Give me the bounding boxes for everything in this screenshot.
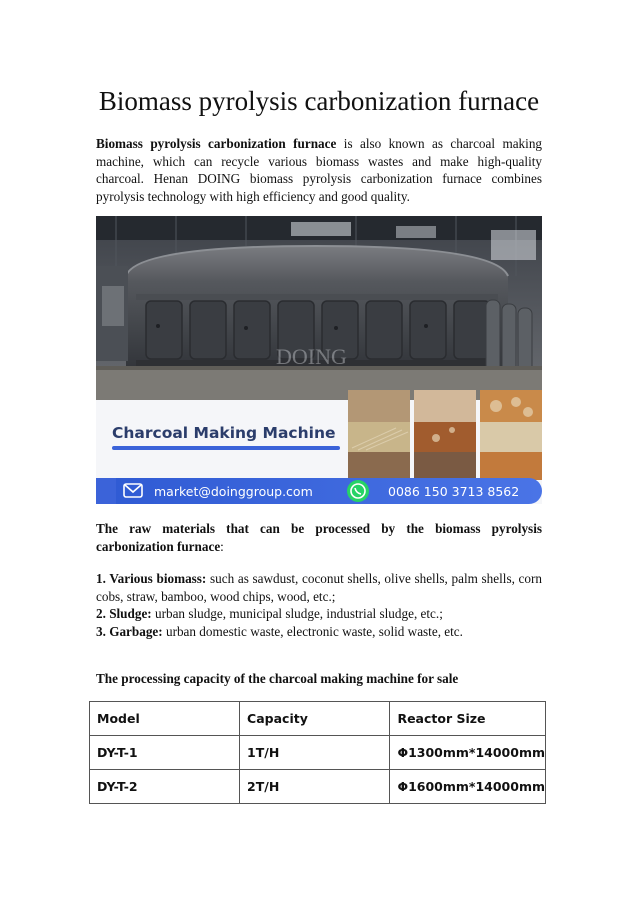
intro-paragraph (96, 135, 542, 205)
raw-materials-heading-bold: The raw materials that can be processed by the biomass pyrolysis carbonization furnace (96, 521, 542, 554)
table-header-cell: Capacity (240, 702, 390, 736)
banner-email: market@doinggroup.com (154, 484, 313, 499)
banner-phone: 0086 150 3713 8562 (388, 484, 520, 499)
table-header-cell: Reactor Size (390, 702, 546, 736)
table-cell: Φ1300mm*14000mm (390, 736, 546, 770)
table-header-cell: Model (90, 702, 240, 736)
list-item-text: urban sludge, municipal sludge, industrial sludge, etc.; (151, 606, 443, 621)
table-cell: DY-T-2 (90, 770, 240, 804)
list-item-label: 3. Garbage: (96, 623, 163, 639)
raw-materials-heading-rest: : (220, 538, 224, 554)
capacity-table (89, 701, 546, 804)
page-title: Biomass pyrolysis carbonization furnace (98, 86, 540, 116)
list-item (96, 605, 542, 623)
list-item-text: urban domestic waste, electronic waste, solid waste, etc. (162, 623, 463, 639)
product-banner-image (96, 216, 542, 504)
list-item-label: 1. Various biomass: (96, 571, 207, 586)
materials-list (96, 570, 542, 640)
list-item-label: 2. Sludge: (96, 606, 152, 621)
table-cell: Φ1600mm*14000mm (390, 770, 546, 804)
table-row (90, 770, 546, 804)
table-cell: 2T/H (240, 770, 390, 804)
banner-graphic (96, 216, 542, 504)
whatsapp-icon (347, 480, 369, 502)
list-item-text: such as sawdust, coconut shells, olive shells, palm shells, corn cobs, straw, bamboo, wood chips, wood, etc.; (96, 571, 542, 604)
intro-bold: Biomass pyrolysis carbonization furnace (96, 136, 337, 151)
table-cell: DY-T-1 (90, 736, 240, 770)
banner-caption: Charcoal Making Machine (112, 424, 336, 442)
raw-materials-heading (96, 520, 542, 555)
table-header-row (90, 702, 546, 736)
list-item (96, 570, 542, 605)
intro-text: is also known as charcoal making machine, which can recycle various biomass wastes and make high-quality charcoal. Henan DOING biomass pyrolysis carbonization furnace combines pyrolysis technology with high efficiency and good quality. (96, 136, 543, 204)
table-cell: 1T/H (240, 736, 390, 770)
table-row (90, 736, 546, 770)
list-item (96, 623, 542, 641)
capacity-heading: The processing capacity of the charcoal making machine for sale (96, 671, 459, 686)
watermark-text: DOING (276, 344, 347, 369)
